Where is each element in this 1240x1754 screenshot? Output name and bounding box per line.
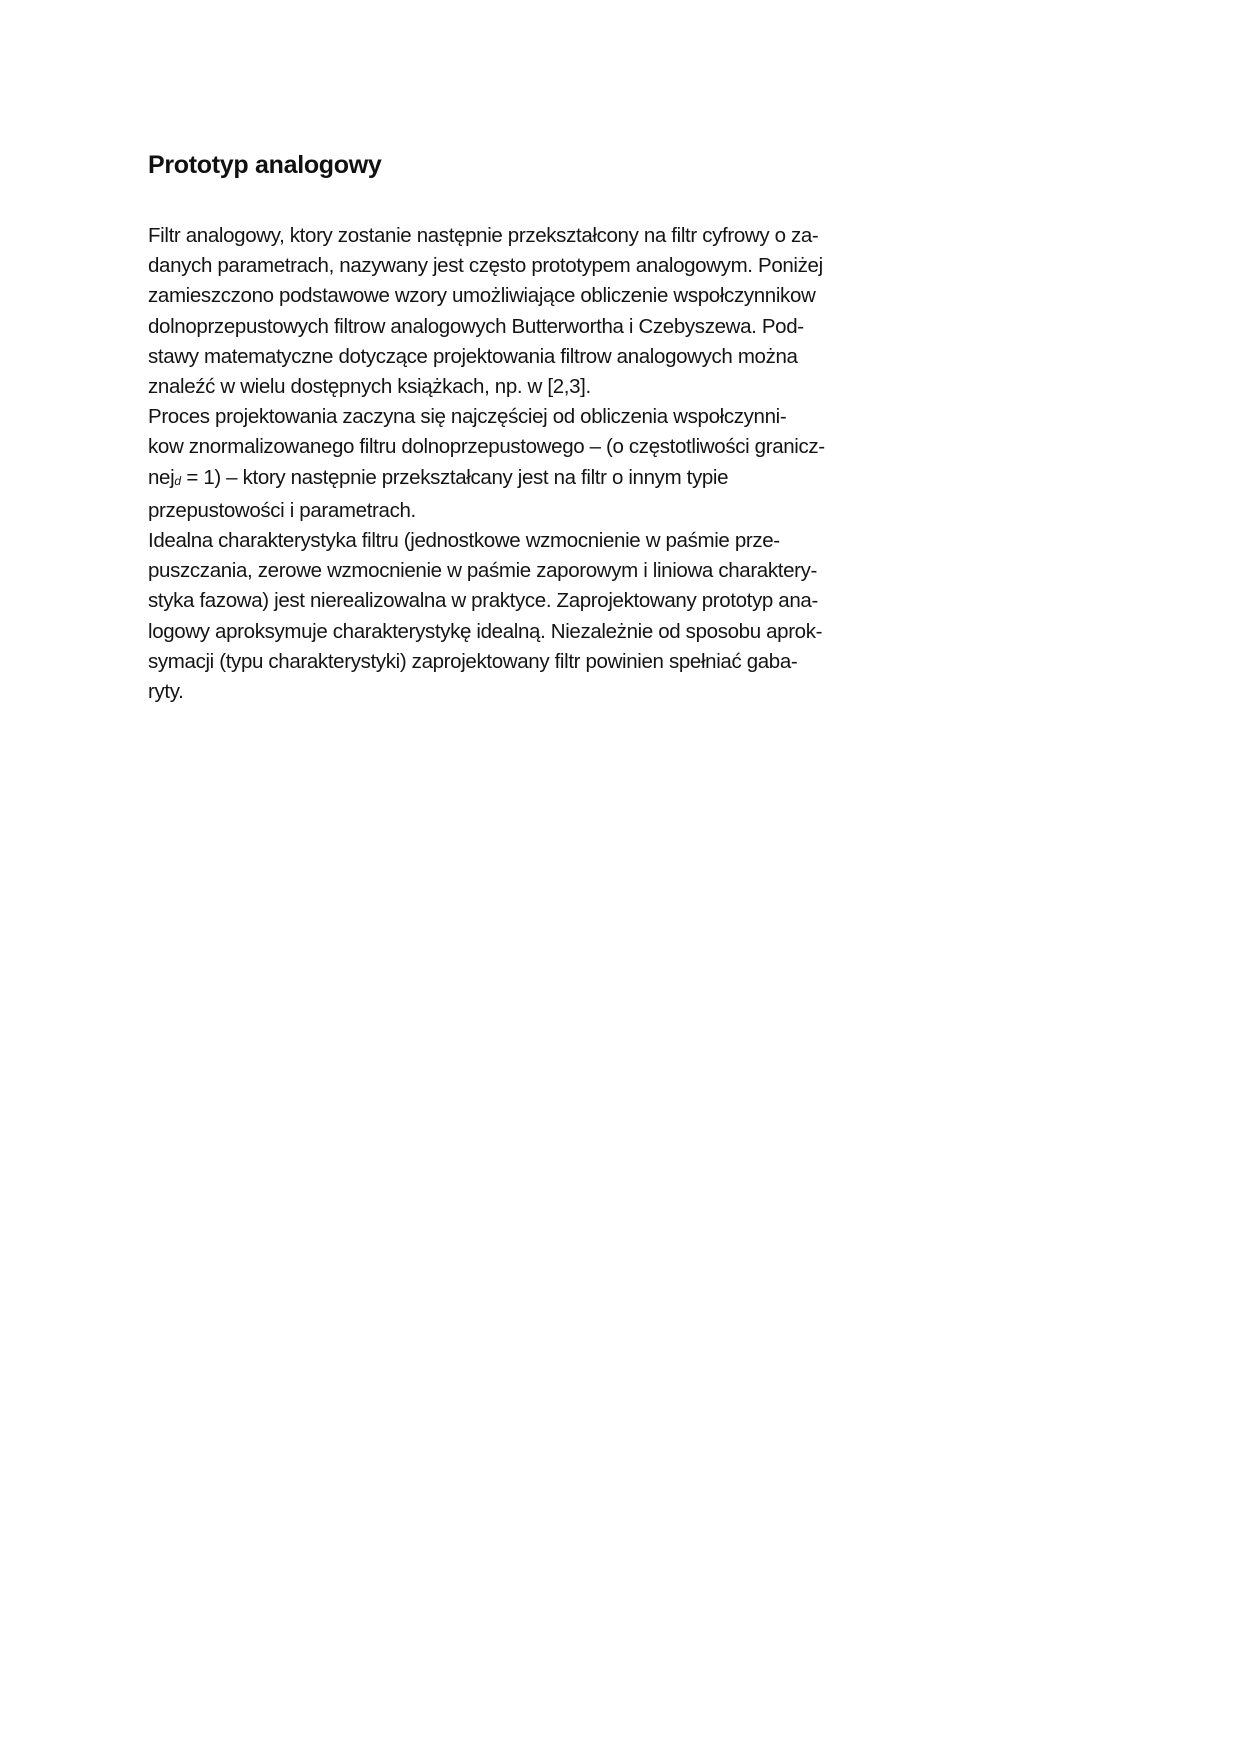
text-line-with-formula (148, 463, 948, 496)
text-line: stawy matematyczne dotyczące projektowania filtrow analogowych można (148, 344, 798, 368)
text-line: puszczania, zerowe wzmocnienie w paśmie zaporowym i liniowa charaktery- (148, 559, 818, 583)
text-line: Idealna charakterystyka filtru (jednostkowe wzmocnienie w paśmie prze- (148, 529, 780, 553)
text-line: symacji (typu charakterystyki) zaprojektowany filtr powinien spełniać gaba- (148, 649, 798, 673)
body-paragraph (148, 221, 948, 707)
text-line: Filtr analogowy, ktory zostanie następnie przekształcony na filtr cyfrowy o za- (148, 224, 819, 247)
text-line: dolnoprzepustowych filtrow analogowych Butterwortha i Czebyszewa. Pod- (148, 314, 804, 338)
text-line: znaleźć w wielu dostępnych książkach, np. w [2,3]. (148, 375, 591, 399)
formula-equation: = 1) – (181, 465, 243, 489)
text-line: styka fazowa) jest nierealizowalna w praktyce. Zaprojektowany prototyp ana- (148, 589, 818, 613)
formula-rest: ktory następnie przekształcany jest na filtr o innym typie (242, 465, 729, 489)
section-heading: Prototyp analogowy (148, 151, 382, 179)
text-line: logowy aproksymuje charakterystykę idealną. Niezależnie od sposobu aprok- (148, 619, 823, 643)
text-line: przepustowości i parametrach. (148, 498, 416, 522)
formula-subscript: d (174, 473, 181, 488)
text-line: ryty. (148, 680, 184, 704)
text-line: Proces projektowania zaczyna się najczęściej od obliczenia wspołczynni- (148, 405, 787, 429)
text-line: zamieszczono podstawowe wzory umożliwiające obliczenie wspołczynnikow (148, 284, 816, 308)
formula-prefix: nej (148, 465, 175, 489)
text-line: kow znormalizowanego filtru dolnoprzepustowego – (o częstotliwości granicz- (148, 435, 825, 459)
text-line: danych parametrach, nazywany jest często prototypem analogowym. Poniżej (148, 254, 823, 278)
